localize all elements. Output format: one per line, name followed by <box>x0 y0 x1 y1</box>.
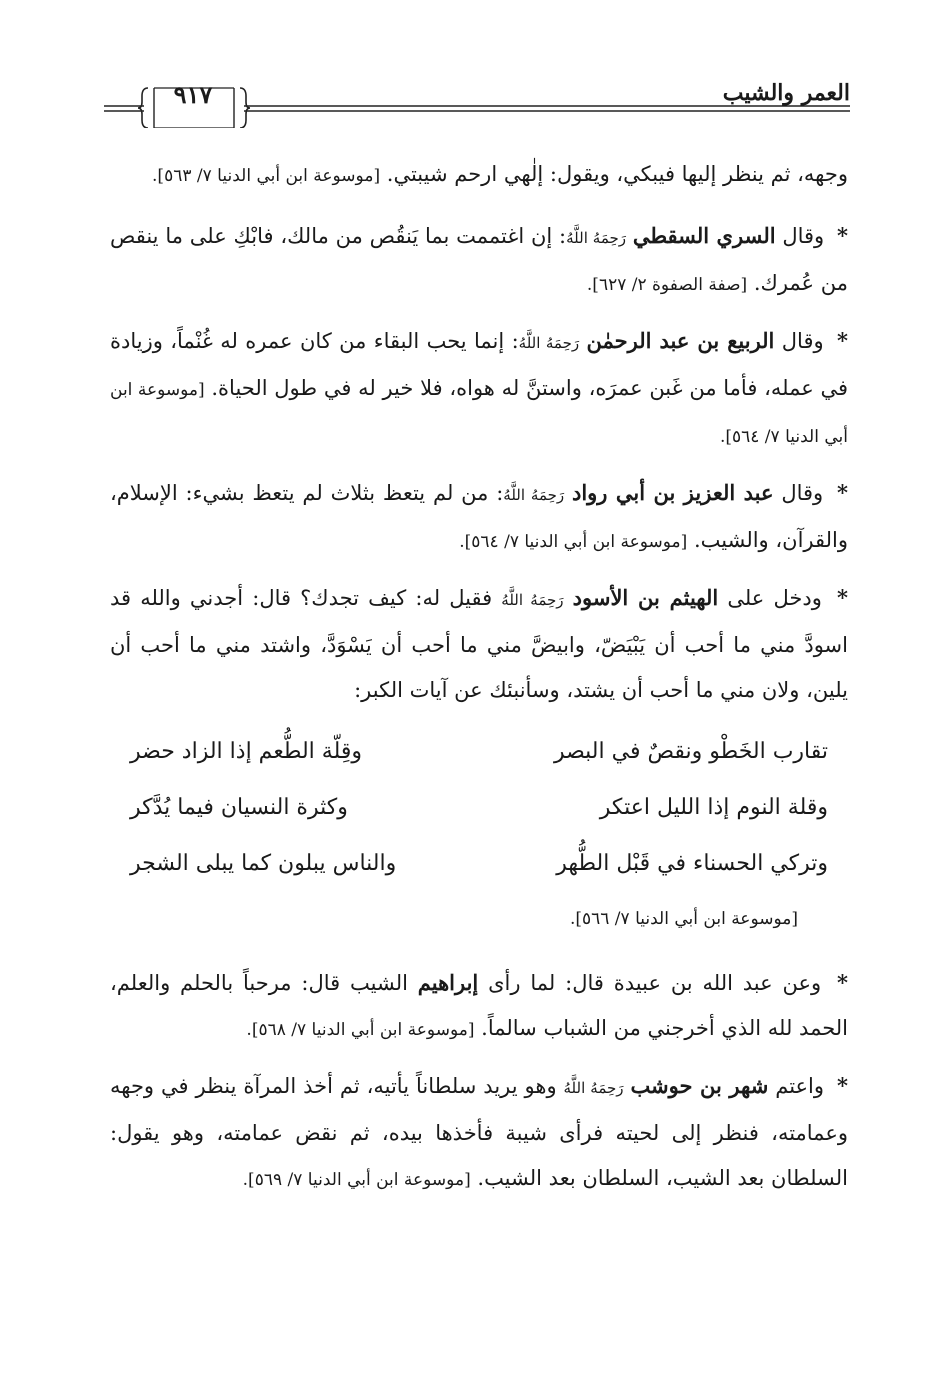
paragraph-text: : من لم يتعظ بثلاث لم يتعظ بشيء: الإسلام، والقرآن، والشيب. <box>110 481 848 552</box>
bullet-star: * <box>837 223 848 248</box>
bullet-star: * <box>836 1073 848 1098</box>
paragraph-lead: واعتم <box>775 1074 825 1098</box>
honorific: رَحِمَهُ اللَّهُ <box>501 591 564 609</box>
person-name: عبد العزيز بن أبي رواد <box>571 480 774 505</box>
bullet-star: * <box>837 970 848 995</box>
paragraph-text: الشيب قال: مرحباً بالحلم والعلم، الحمد لله الذي أخرجني من الشباب سالماً. <box>110 971 848 1040</box>
poem-citation: [موسوعة ابن أبي الدنيا ٧/ ٥٦٦]. <box>569 909 798 929</box>
verse-first-hemistich: تقارب الخَطْو ونقصٌ في البصر <box>553 738 828 764</box>
person-name: السري السقطي <box>632 223 776 248</box>
person-name: إبراهيم <box>417 970 479 995</box>
paragraph-al-rabi <box>110 318 848 460</box>
citation: [موسوعة ابن أبي الدنيا ٧/ ٥٦٤]. <box>110 380 848 447</box>
honorific: رَحِمَهُ اللَّهُ <box>566 229 627 247</box>
verse-second-hemistich: والناس يبلون كما يبلى الشجر <box>130 850 397 876</box>
paragraph-ibrahim <box>110 960 848 1053</box>
paragraph-text: وهو يريد سلطاناً يأتيه، ثم أخذ المرآة ينظر في وجهه وعمامته، فنظر إلى لحيته فرأى شيبة فأخذها بيده، ثم نقض عمامته، وهو يقول: السلطان بعد الشيب، السلطان بعد الشيب. <box>110 1074 848 1190</box>
page-number: ٩١٧ <box>173 80 213 109</box>
citation: [موسوعة ابن أبي الدنيا ٧/ ٥٦٨]. <box>246 1020 475 1040</box>
body-text <box>110 152 848 1213</box>
paragraph-lead: وقال <box>781 329 824 353</box>
paragraph-text: وجهه، ثم ينظر إليها فيبكي، ويقول: إلٰهي ارحم شيبتي. <box>386 162 848 186</box>
verse-first-hemistich: وتركي الحسناء في قَبْل الطُّهر <box>556 850 828 876</box>
person-name: الربيع بن عبد الرحمٰن <box>586 328 775 353</box>
citation: [موسوعة ابن أبي الدنيا ٧/ ٥٦٩]. <box>242 1170 471 1190</box>
person-name: شهر بن حوشب <box>630 1073 769 1098</box>
paragraph-al-haytham <box>110 575 848 713</box>
paragraph-continuation <box>110 152 848 199</box>
poem-verse <box>110 723 848 779</box>
running-title: العمر والشيب <box>722 80 850 106</box>
paragraph-text: : إن اغتممت بما يَنقُص من مالك، فابْكِ على ما ينقص من عُمرك. <box>110 224 848 295</box>
poem <box>110 723 848 942</box>
paragraph-shahr-ibn-hawshab <box>110 1063 848 1203</box>
paragraph-lead: ودخل على <box>727 586 822 610</box>
person-name: الهيثم بن الأسود <box>572 585 719 610</box>
honorific: رَحِمَهُ اللَّهُ <box>503 486 565 504</box>
paragraph-lead: وعن عبد الله بن عبيدة قال: لما رأى <box>488 971 822 995</box>
paragraph-lead: وقال <box>782 224 825 248</box>
paragraph-lead: وقال <box>781 481 824 505</box>
verse-second-hemistich: وكثرة النسيان فيما يُدَّكر <box>130 794 348 820</box>
poem-verse <box>110 835 848 891</box>
honorific: رَحِمَهُ اللَّهُ <box>518 334 580 352</box>
bullet-star: * <box>837 328 848 353</box>
paragraph-abd-al-aziz <box>110 470 848 565</box>
paragraph-text: : إنما يحب البقاء من كان عمره له غُنْماً، وزيادة في عمله، فأما من غَبن عمرَه، واستنَّ له هواه، فلا خير له في طول الحياة. <box>110 329 848 400</box>
page-header <box>104 78 850 128</box>
poem-verse <box>110 779 848 835</box>
bullet-star: * <box>837 480 848 505</box>
verse-second-hemistich: وقِلّة الطُّعم إذا الزاد حضر <box>130 738 363 764</box>
verse-first-hemistich: وقلة النوم إذا الليل اعتكر <box>599 794 828 820</box>
citation: [صفة الصفوة ٢/ ٦٢٧]. <box>586 275 748 295</box>
citation: [موسوعة ابن أبي الدنيا ٧/ ٥٦٣]. <box>152 166 381 186</box>
citation: [موسوعة ابن أبي الدنيا ٧/ ٥٦٤]. <box>459 532 688 552</box>
paragraph-text: فقيل له: كيف تجدك؟ قال: أجدني والله قد اسودَّ مني ما أحب أن يَبْيَضّ، وابيضَّ مني ما أحب أن يَسْوَدَّ، واشتد مني ما أحب أن يلين، ولان مني ما أحب أن يشتد، وسأنبئك عن آيات الكبر: <box>110 586 848 702</box>
bullet-star: * <box>837 585 848 610</box>
paragraph-al-sari-al-saqati <box>110 213 848 308</box>
honorific: رَحِمَهُ اللَّهُ <box>563 1079 624 1097</box>
